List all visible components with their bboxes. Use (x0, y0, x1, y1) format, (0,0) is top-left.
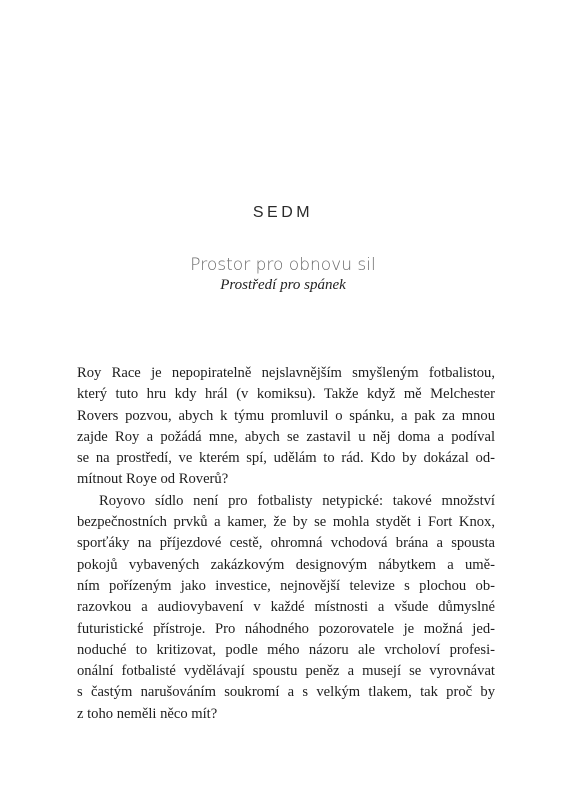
text-line: se na prostředí, ve kterém spí, udělám to rád. Kdo by dokázal od- (77, 450, 495, 467)
text-line: s častým narušováním soukromí a s velkým tlakem, tak proč by (77, 684, 495, 701)
body-text (77, 363, 495, 725)
text-line: který tuto hru kdy hrál (v komiksu). Takže když mě Melchester (77, 386, 495, 403)
text-line: ním pořízeným jako investice, nejnovější televize s plochou ob- (77, 577, 495, 594)
text-line: zajde Roy a požádá mne, abych se zastavil u něj doma a podíval (77, 428, 495, 445)
text-line: noduché to kritizovat, podle mého názoru ale vrcholoví profesi- (77, 641, 495, 658)
text-line: futuristické přístroje. Pro náhodného pozorovatele je možná jed- (77, 620, 495, 637)
chapter-title: Prostor pro obnovu sil (190, 255, 376, 275)
text-line: Rovers pozvou, abych k týmu promluvil o spánku, a pak za mnou (77, 407, 495, 424)
paragraph-2 (77, 491, 495, 725)
text-line: mítnout Roye od Roverů? (77, 471, 229, 488)
text-line: Royovo sídlo není pro fotbalisty netypické: takové množství (99, 492, 495, 509)
chapter-number: SEDM (252, 204, 314, 221)
chapter-subtitle: Prostředí pro spánek (220, 277, 346, 293)
paragraph-1 (77, 363, 495, 491)
text-line: pokojů vybavených zakázkovým designovým nábytkem a umě- (77, 556, 495, 573)
text-line: onální fotbalisté vydělávají spoustu peněz a musejí se vyrovnávat (77, 663, 495, 680)
text-line: bezpečnostních prvků a kamer, že by se mohla stydět i Fort Knox, (77, 514, 495, 531)
text-line: z toho neměli něco mít? (77, 705, 218, 722)
text-line: razovkou a audiovybavení v každé místnosti a všude důmyslné (77, 599, 495, 616)
text-line: Roy Race je nepopiratelně nejslavnějším smyšleným fotbalistou, (77, 365, 495, 381)
text-line: sporťáky na příjezdové cestě, ohromná vchodová brána a spousta (77, 535, 495, 552)
